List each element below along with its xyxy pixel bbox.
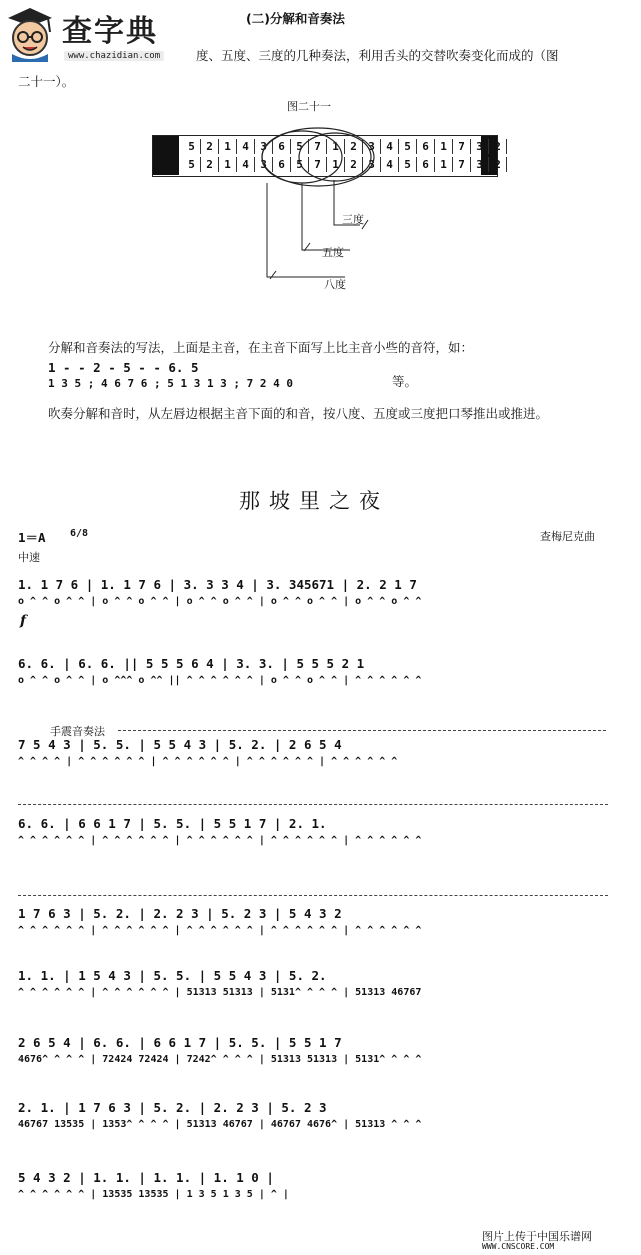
score-row-notes: 2. 1. | 1 7 6 3 | 5. 2. | 2. 2 3 | 5. 2 3 xyxy=(18,1100,327,1115)
score-row-notes: 7 5 4 3 | 5. 5. | 5 5 4 3 | 5. 2. | 2 6 5 4 xyxy=(18,737,342,752)
harmonica-hole: 3 xyxy=(363,157,381,172)
example-bottom-notes: 1 3 5 ; 4 6 7 6 ; 5 1 3 1 3 ; 7 2 4 0 xyxy=(48,377,294,390)
tremolo-dashed-line-2 xyxy=(18,804,608,805)
example-suffix: 等。 xyxy=(392,374,418,389)
harmonica-hole: 1 xyxy=(219,157,237,172)
tremolo-dashed-line xyxy=(118,730,606,731)
harmonica-hole: 4 xyxy=(237,157,255,172)
harmonica-hole: 2 xyxy=(201,157,219,172)
harmonica-hole: 3 xyxy=(255,139,273,154)
harmonica-hole: 6 xyxy=(417,139,435,154)
score-row-harmony: ^ ^ ^ ^ ^ ^ | 13535 13535 | 1 3 5 1 3 5 | ^ | xyxy=(18,1189,289,1200)
play-text: 吹奏分解和音时，从左唇边根据主音下面的和音，按八度、五度或三度把口琴推出或推进。 xyxy=(48,406,549,421)
score-row-notes: 2 6 5 4 | 6. 6. | 6 6 1 7 | 5. 5. | 5 5 1 7 xyxy=(18,1035,342,1050)
harmonica-hole: 3 xyxy=(471,157,489,172)
harmonica-hole: 1 xyxy=(327,139,345,154)
section-title: (二)分解和音奏法 xyxy=(246,11,345,26)
score-row-harmony: 46767 13535 | 1353^ ^ ^ ^ | 51313 46767 | 46767 4676^ | 51313 ^ ^ ^ xyxy=(18,1119,422,1130)
harmonica-hole: 4 xyxy=(237,139,255,154)
score-row-harmony: 4676^ ^ ^ ^ | 72424 72424 | 7242^ ^ ^ ^ | 51313 51313 | 5131^ ^ ^ ^ xyxy=(18,1054,422,1065)
score-row-harmony: o ^ ^ o ^ ^ | o ^ ^ o ^ ^ | o ^ ^ o ^ ^ | o ^ ^ o ^ ^ | o ^ ^ o ^ ^ xyxy=(18,596,422,607)
label-octave: 八度 xyxy=(324,278,346,291)
logo-mascot-icon xyxy=(4,4,56,62)
harmonica-hole: 1 xyxy=(435,157,453,172)
tremolo-label: 手震音奏法 xyxy=(50,725,105,738)
tremolo-dashed-line-3 xyxy=(18,895,608,896)
song-key: 1＝A xyxy=(18,530,46,545)
score-row-harmony: ^ ^ ^ ^ ^ ^ | ^ ^ ^ ^ ^ ^ | ^ ^ ^ ^ ^ ^ | ^ ^ ^ ^ ^ ^ | ^ ^ ^ ^ ^ ^ xyxy=(18,925,422,936)
harmonica-hole: 4 xyxy=(381,139,399,154)
intro-line-1: 度、五度、三度的几种奏法，利用舌头的交替吹奏变化而成的（图 xyxy=(196,48,559,63)
harmonica-hole: 7 xyxy=(309,139,327,154)
logo-title: 查字典 xyxy=(62,14,158,49)
example-top-notes: 1 - - 2 - 5 - - 6. 5 xyxy=(48,360,199,375)
score-row-notes: 1. 1 7 6 | 1. 1 7 6 | 3. 3 3 4 | 3. 345671 | 2. 2 1 7 xyxy=(18,577,417,592)
score-row-notes: 1 7 6 3 | 5. 2. | 2. 2 3 | 5. 2 3 | 5 4 3 2 xyxy=(18,906,342,921)
harmonica-hole: 5 xyxy=(291,139,309,154)
harmonica-hole: 2 xyxy=(345,139,363,154)
logo-url: www.chazidian.com xyxy=(64,51,164,61)
score-row-harmony: ^ ^ ^ ^ ^ ^ | ^ ^ ^ ^ ^ ^ | 51313 51313 | 5131^ ^ ^ ^ | 51313 46767 xyxy=(18,987,422,998)
harmonica-hole: 3 xyxy=(471,139,489,154)
harmonica-hole: 2 xyxy=(345,157,363,172)
harmonica-hole: 1 xyxy=(435,139,453,154)
harmonica-hole: 4 xyxy=(381,157,399,172)
harmonica-hole: 3 xyxy=(363,139,381,154)
label-fifth: 五度 xyxy=(322,246,344,259)
explain-text: 分解和音奏法的写法，上面是主音，在主音下面写上比主音小些的音符，如： xyxy=(48,340,474,355)
score-row-notes: 6. 6. | 6. 6. || 5 5 5 6 4 | 3. 3. | 5 5 5 2 1 xyxy=(18,656,365,671)
label-third: 三度 xyxy=(342,213,364,226)
harmonica-hole: 2 xyxy=(489,157,507,172)
harmonica-hole: 6 xyxy=(417,157,435,172)
interval-diagram xyxy=(150,125,410,295)
score-row-notes: 1. 1. | 1 5 4 3 | 5. 5. | 5 5 4 3 | 5. 2. xyxy=(18,968,327,983)
harmonica-hole: 2 xyxy=(489,139,507,154)
footer-source: 图片上传于中国乐谱网 xyxy=(482,1230,592,1243)
harmonica-hole: 7 xyxy=(309,157,327,172)
score-row-harmony: ^ ^ ^ ^ ^ ^ | ^ ^ ^ ^ ^ ^ | ^ ^ ^ ^ ^ ^ | ^ ^ ^ ^ ^ ^ | ^ ^ ^ ^ ^ ^ xyxy=(18,835,422,846)
song-title: 那坡里之夜 xyxy=(239,489,389,513)
harmonica-hole: 5 xyxy=(183,157,201,172)
harmonica-hole: 5 xyxy=(399,139,417,154)
footer-url: WWW.CNSCORE.COM xyxy=(482,1242,555,1251)
harmonica-hole: 5 xyxy=(399,157,417,172)
figure-caption: 图二十一 xyxy=(287,100,331,113)
intro-line-2: 二十一）。 xyxy=(18,74,75,89)
song-composer: 查梅尼克曲 xyxy=(540,530,595,543)
score-row-notes: 6. 6. | 6 6 1 7 | 5. 5. | 5 5 1 7 | 2. 1. xyxy=(18,816,327,831)
score-row-harmony: o ^ ^ o ^ ^ | o ^^^ o ^^ || ^ ^ ^ ^ ^ ^ | o ^ ^ o ^ ^ | ^ ^ ^ ^ ^ ^ xyxy=(18,675,422,686)
harmonica-hole: 1 xyxy=(327,157,345,172)
harmonica-hole: 5 xyxy=(183,139,201,154)
harmonica-hole: 3 xyxy=(255,157,273,172)
harmonica-hole: 1 xyxy=(219,139,237,154)
harmonica-hole: 6 xyxy=(273,139,291,154)
harmonica-hole: 7 xyxy=(453,139,471,154)
song-time-signature: 6/8 xyxy=(70,528,89,539)
harmonica-hole: 7 xyxy=(453,157,471,172)
dynamic-marking: f xyxy=(20,613,27,629)
harmonica-hole: 2 xyxy=(201,139,219,154)
song-tempo: 中速 xyxy=(18,551,40,564)
harmonica-hole: 5 xyxy=(291,157,309,172)
harmonica-hole: 6 xyxy=(273,157,291,172)
score-row-notes: 5 4 3 2 | 1. 1. | 1. 1. | 1. 1 0 | xyxy=(18,1170,274,1185)
score-row-harmony: ^ ^ ^ ^ | ^ ^ ^ ^ ^ ^ | ^ ^ ^ ^ ^ ^ | ^ ^ ^ ^ ^ ^ | ^ ^ ^ ^ ^ ^ xyxy=(18,756,398,767)
